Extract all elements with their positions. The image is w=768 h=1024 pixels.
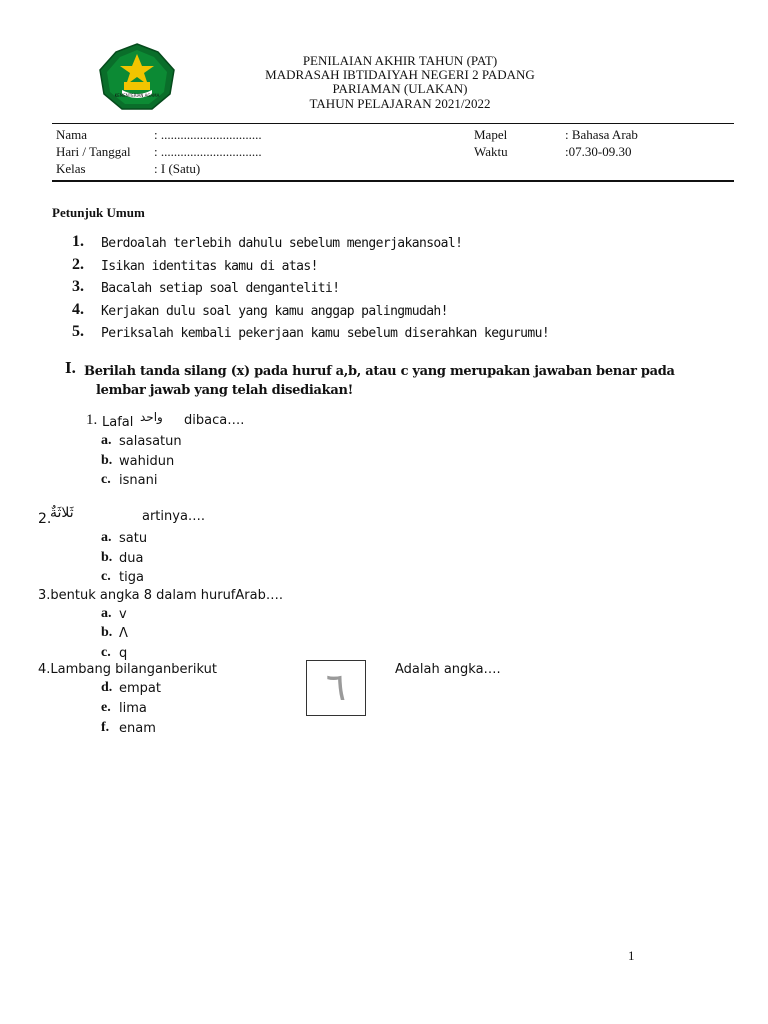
logo-text: KEMENTERIAN AGAMA: [114, 93, 160, 98]
option-text: v: [119, 607, 127, 622]
option-letter: b.: [101, 550, 113, 565]
option-letter: b.: [101, 453, 113, 468]
arabic-numeral-six: ٦: [325, 665, 347, 709]
header-line-1: PENILAIAN AKHIR TAHUN (PAT): [302, 53, 498, 68]
header-line-4: TAHUN PELAJARAN 2021/2022: [309, 96, 491, 111]
question-1-arabic: واحد: [140, 410, 163, 424]
instruction-number: 4.: [72, 301, 84, 318]
instruction-number: 3.: [72, 278, 84, 295]
instruction-number: 5.: [72, 323, 84, 340]
instruction-item: Periksalah kembali pekerjaan kamu sebelum diserahkan kegurumu!: [101, 326, 550, 341]
identity-value-nama: : ...............................: [154, 127, 262, 142]
question-4-suffix: Adalah angka….: [395, 662, 501, 677]
identity-top-rule: [52, 123, 734, 124]
header-line-3: PARIAMAN (ULAKAN): [332, 81, 468, 96]
instructions-title: Petunjuk Umum: [52, 205, 145, 220]
option-letter: d.: [101, 680, 113, 695]
instruction-number: 2.: [72, 256, 84, 273]
option-letter: b.: [101, 625, 113, 640]
identity-value-tanggal: : ...............................: [154, 144, 262, 159]
question-1-suffix: dibaca….: [184, 413, 245, 428]
section-instruction-text: Berilah tanda silang (x) pada huruf a,b, atau c yang merupakan jawaban benar pada lembar jawab yang telah disediakan!: [84, 364, 675, 398]
instruction-item: Kerjakan dulu soal yang kamu anggap palingmudah!: [101, 304, 448, 319]
identity-value-waktu: :07.30-09.30: [565, 144, 632, 159]
option-text: isnani: [119, 473, 158, 488]
instruction-item: Berdoalah terlebih dahulu sebelum mengerjakansoal!: [101, 236, 463, 251]
question-2-arabic: ثَلاثَةٌ: [50, 505, 74, 521]
arabic-numeral-box: [306, 660, 366, 716]
identity-bottom-rule: [52, 180, 734, 182]
option-letter: a.: [101, 530, 112, 545]
option-text: empat: [119, 681, 161, 696]
option-text: enam: [119, 721, 156, 736]
option-letter: c.: [101, 645, 111, 660]
question-1-number: 1.: [86, 412, 98, 428]
identity-label-tanggal: Hari / Tanggal: [56, 144, 131, 159]
option-text: satu: [119, 531, 148, 546]
option-text: wahidun: [119, 454, 175, 469]
option-letter: e.: [101, 700, 111, 715]
instruction-number: 1.: [72, 233, 84, 250]
option-text: Λ: [119, 626, 128, 641]
option-letter: a.: [101, 606, 112, 621]
instruction-item: Isikan identitas kamu di atas!: [101, 259, 318, 274]
identity-value-mapel: : Bahasa Arab: [565, 127, 638, 142]
identity-label-waktu: Waktu: [474, 144, 508, 159]
question-1-prefix: Lafal: [102, 415, 134, 430]
option-text: q: [119, 646, 128, 661]
question-2-number: 2.: [38, 511, 52, 527]
question-2-suffix: artinya….: [142, 509, 206, 524]
instruction-item: Bacalah setiap soal denganteliti!: [101, 281, 340, 296]
identity-label-kelas: Kelas: [56, 161, 86, 176]
header-line-2: MADRASAH IBTIDAIYAH NEGERI 2 PADANG: [265, 67, 535, 82]
identity-label-mapel: Mapel: [474, 127, 508, 142]
page-number: 1: [628, 948, 635, 963]
option-text: tiga: [119, 570, 144, 585]
option-letter: c.: [101, 569, 111, 584]
question-3-text: 3.bentuk angka 8 dalam hurufArab….: [38, 588, 283, 603]
option-letter: c.: [101, 472, 111, 487]
option-text: dua: [119, 551, 144, 566]
option-text: lima: [119, 701, 147, 716]
section-number: I.: [65, 358, 76, 377]
question-4-text: 4.Lambang bilanganberikut: [38, 662, 217, 677]
option-letter: a.: [101, 433, 112, 448]
kemenag-logo: [96, 42, 178, 112]
section-instruction: [84, 362, 714, 400]
option-text: salasatun: [119, 434, 182, 449]
option-letter: f.: [101, 720, 110, 735]
identity-label-nama: Nama: [56, 127, 88, 142]
identity-value-kelas: : I (Satu): [154, 161, 201, 176]
